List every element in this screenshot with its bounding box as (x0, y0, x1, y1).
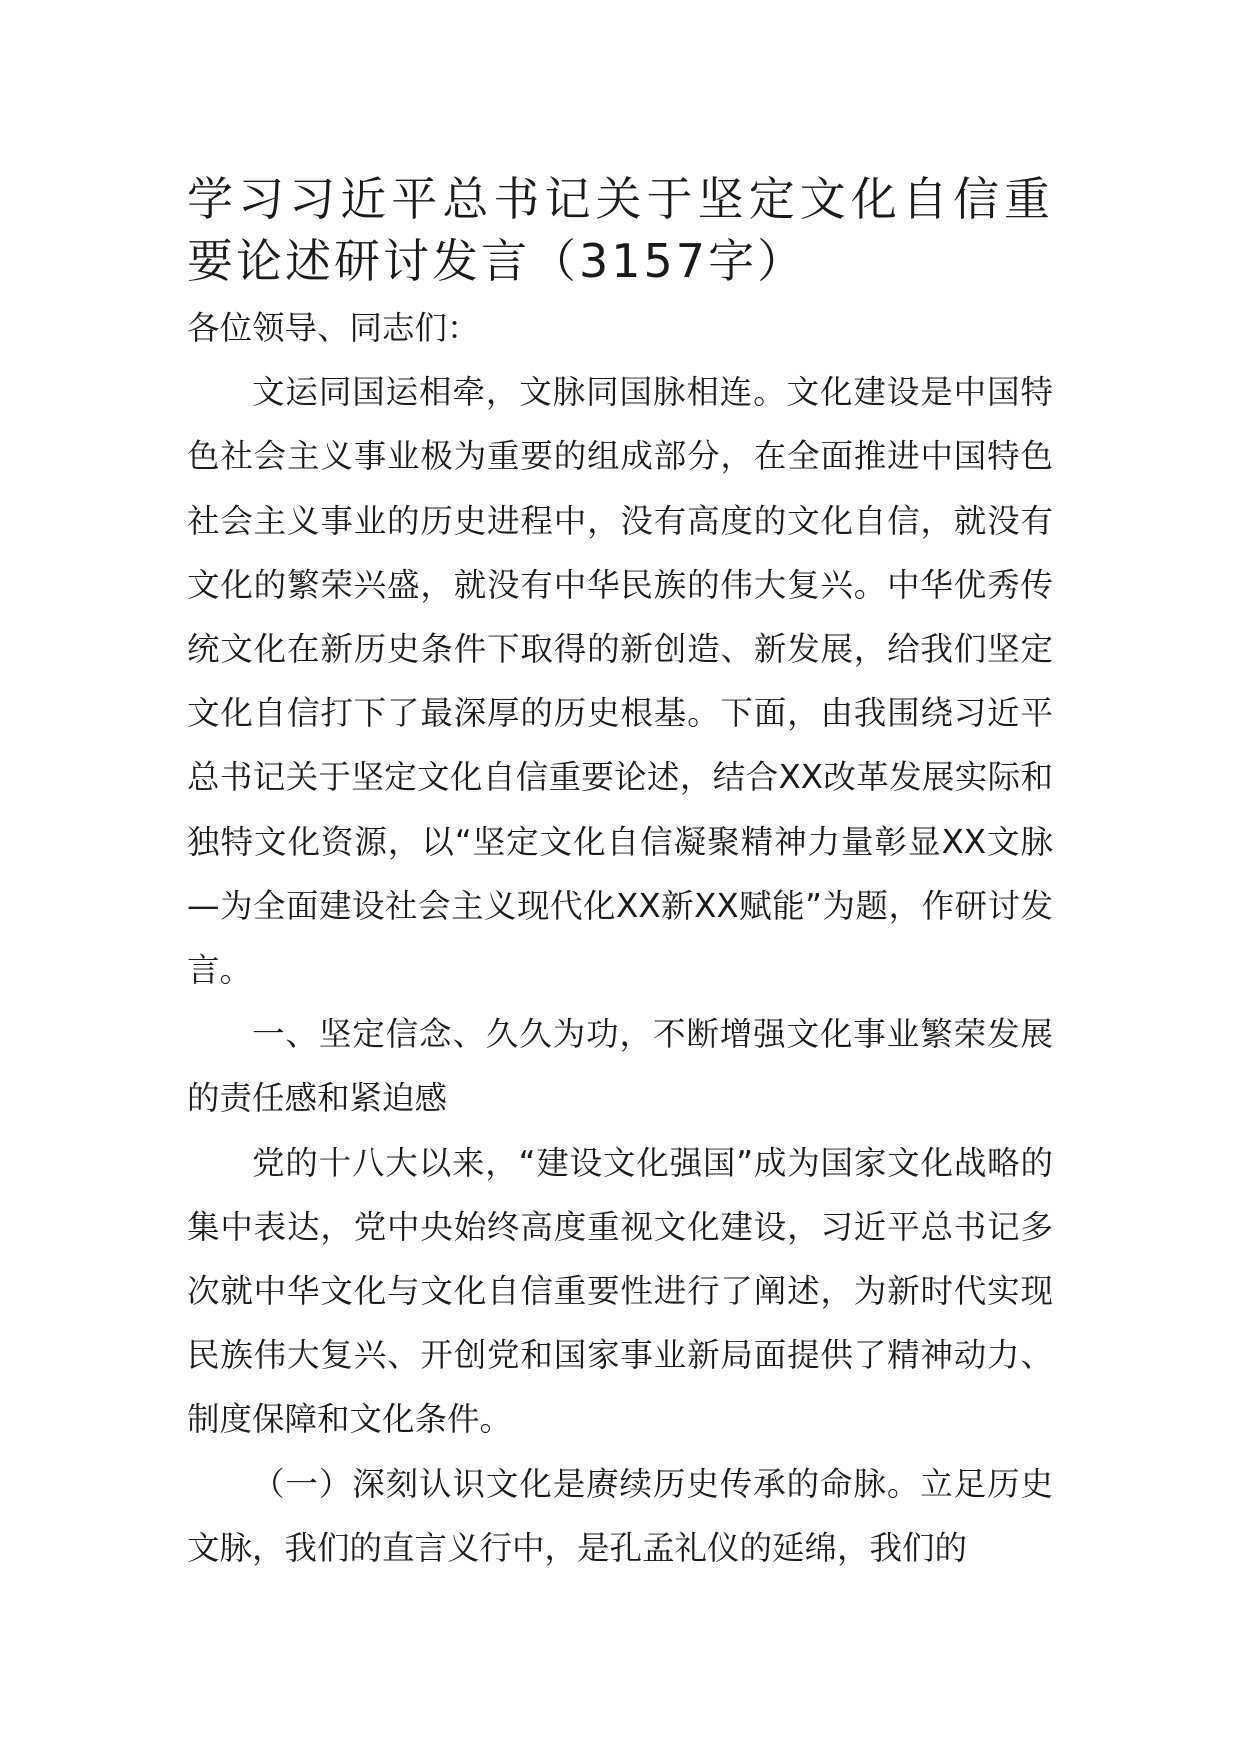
paragraph-subsection-1: （一）深刻认识文化是赓续历史传承的命脉。立足历史文脉，我们的直言义行中，是孔孟礼仪的延绵，我们的 (187, 1464, 1053, 1567)
document-page (187, 168, 1053, 1580)
paragraph-intro: 文运同国运相牵，文脉同国脉相连。文化建设是中国特色社会主义事业极为重要的组成部分，在全面推进中国特色社会主义事业的历史进程中，没有高度的文化自信，就没有文化的繁荣兴盛，就没有中华民族的伟大复兴。中华优秀传统文化在新历史条件下取得的新创造、新发展，给我们坚定文化自信打下了最深厚的历史根基。下面，由我围绕习近平总书记关于坚定文化自信重要论述，结合XX改革发展实际和独特文化资源，以“坚定文化自信凝聚精神力量彰显XX文脉—为全面建设社会主义现代化XX新XX赋能”为题，作研讨发言。 (187, 373, 1053, 990)
salutation: 各位领导、同志们： (187, 309, 480, 347)
section-heading-1: 一、坚定信念、久久为功，不断增强文化事业繁荣发展的责任感和紧迫感 (187, 1015, 1053, 1118)
document-title: 学习习近平总书记关于坚定文化自信重要论述研讨发言（3157字） (187, 172, 1053, 288)
paragraph-section-1: 党的十八大以来，“建设文化强国”成为国家文化战略的集中表达，党中央始终高度重视文化建设，习近平总书记多次就中华文化与文化自信重要性进行了阐述，为新时代实现民族伟大复兴、开创党和国家事业新局面提供了精神动力、制度保障和文化条件。 (187, 1143, 1053, 1439)
document-body (187, 296, 1053, 1580)
